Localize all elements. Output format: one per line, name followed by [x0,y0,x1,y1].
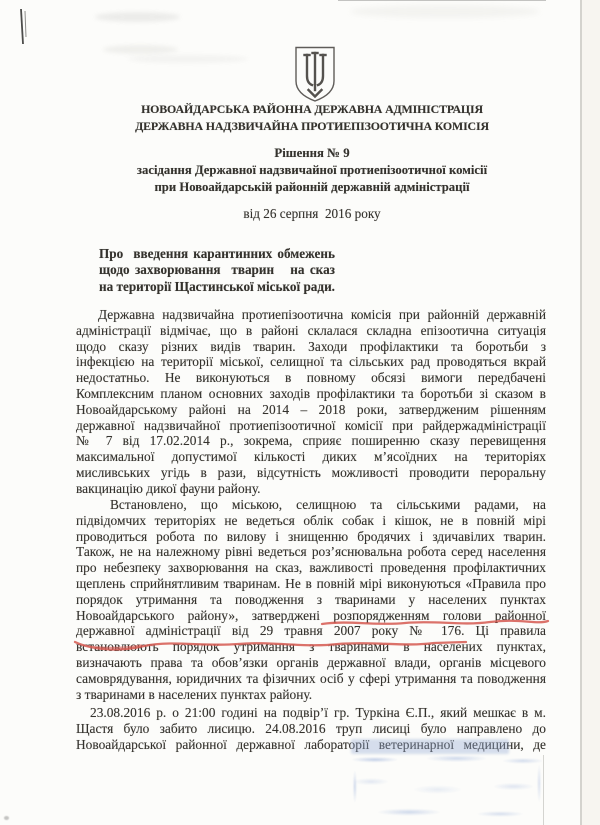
text-line: державної надзвичайної протиепізоотичної комісії при райдержадміністрації [76,417,546,433]
text-line: самоврядування, юридичних та фізичних осіб у сфері утримання та поводження [76,670,546,686]
text-line: підвідомчих територіях не ведеться облік собак і кішок, не в повній мірі [76,512,546,528]
scan-edge-line [580,0,582,825]
text-line: 23.08.2016 р. о 21:00 годині на подвір’ї гр. Туркіна Є.П., який мешкає в м. [90,705,546,720]
text-line: мисливських угідь в рази, відсутність можливості проводити пероральну [76,464,546,480]
decision-date: від 26 серпня 2016 року [243,206,381,221]
text-line: Новоайдарському районі на 2014 – 2018 роки, затвердженим рішенням [76,401,546,417]
text-line: Щастя було забито лисицю. 24.08.2016 труп лисиці було направлено до [76,720,546,736]
blue-stamp-mark [352,756,542,817]
decision-number: Рішення № 9 [274,146,350,160]
text-line: щодо захворювання тварин на сказ [99,262,335,278]
staple-scan-mark [17,7,29,49]
org-name-line2: ДЕРЖАВНА НАДЗВИЧАЙНА ПРОТИЕПІЗООТИЧНА КОМІСІЯ [135,119,489,133]
text-line: інфекцією на території міської, селищної та сільських рад проводяться вкрай [76,354,546,370]
text-line: на території Щастинської міської ради. [99,278,335,294]
text-line: максимальної допустимої кількості диких м’ясоїдних на територіях [76,449,546,465]
scan-smudge [95,12,180,22]
text-line: проводиться робота по вилову і знищенню бродячих і здичавілих тварин. [76,528,546,544]
text-line: Новоайдарської районної державної лабораторії ветеринарної медицини, де [76,736,546,752]
scan-smudge [128,55,248,63]
text-line: про небезпеку захворювання на сказ, важливості проведення профілактичних [76,560,546,576]
organization-name [76,101,548,135]
text-line: визначають права та обов’язки органів державної влади, органів місцевого [76,654,546,670]
text-line: вакцинацію дикої фауни району. [76,480,261,496]
org-name-line1: НОВОАЙДАРСЬКА РАЙОННА ДЕРЖАВНА АДМІНІСТРАЦІЯ [141,102,483,116]
scan-smudge [350,5,540,18]
paragraph-findings [76,497,546,702]
paragraph-situation [76,307,546,497]
text-line: № 7 від 17.02.2014 р., зокрема, сприяє поширенню сказу перевищення [76,433,546,449]
tryzub-emblem-icon [292,46,338,103]
text-line: адміністрації відмічає, що в районі склалася складна епізоотична ситуація [76,322,546,338]
text-line: Про введення карантинних обмежень [99,246,335,261]
text-line: Державна надзвичайна протиепізоотична комісія при районній державній [98,307,546,322]
scan-edge-line [543,755,544,825]
scan-speck [4,816,9,820]
text-line: державної адміністрації від 29 травня 2007 року № 176. Ці правила [76,623,546,639]
text-line: щодо сказу різних видів тварин. Заходи профілактики та боротьби з [76,338,546,354]
scan-edge-line [338,0,546,1]
session-title [76,162,548,196]
scan-edge-band [582,0,600,825]
subject-block [99,246,335,295]
session-line2: при Новоайдарській районній державній адміністрації [154,179,470,194]
text-line: встановлюють порядок утримання з тваринами в населених пунктах, [76,639,546,655]
session-line1: засідання Державної надзвичайної протиепізоотичної комісії [136,163,488,177]
text-line: недостатньо. Не виконуються в повному обсязі вимоги передбачені [76,370,546,386]
stamp-ink-smear [351,739,509,754]
text-line: щеплень сприйнятливим тваринам. Не в повній мірі виконуються «Правила про [76,575,546,591]
text-line: Також, не на належному рівні ведеться роз’яснювальна робота серед населення [76,544,546,560]
text-line: з тваринами в населених пунктах району. [76,686,313,702]
text-line: Комплексним планом основних заходів профілактики та боротьби зі сказом в [76,385,546,401]
text-line: Новоайдарського району», затверджені розпорядженням голови районної [76,607,546,623]
text-line: Встановлено, що міською, селищною та сільськими радами, на [110,497,546,512]
text-line: порядок утримання та поводження з тваринами у населених пунктах [76,591,546,607]
scan-smudge [103,45,178,54]
